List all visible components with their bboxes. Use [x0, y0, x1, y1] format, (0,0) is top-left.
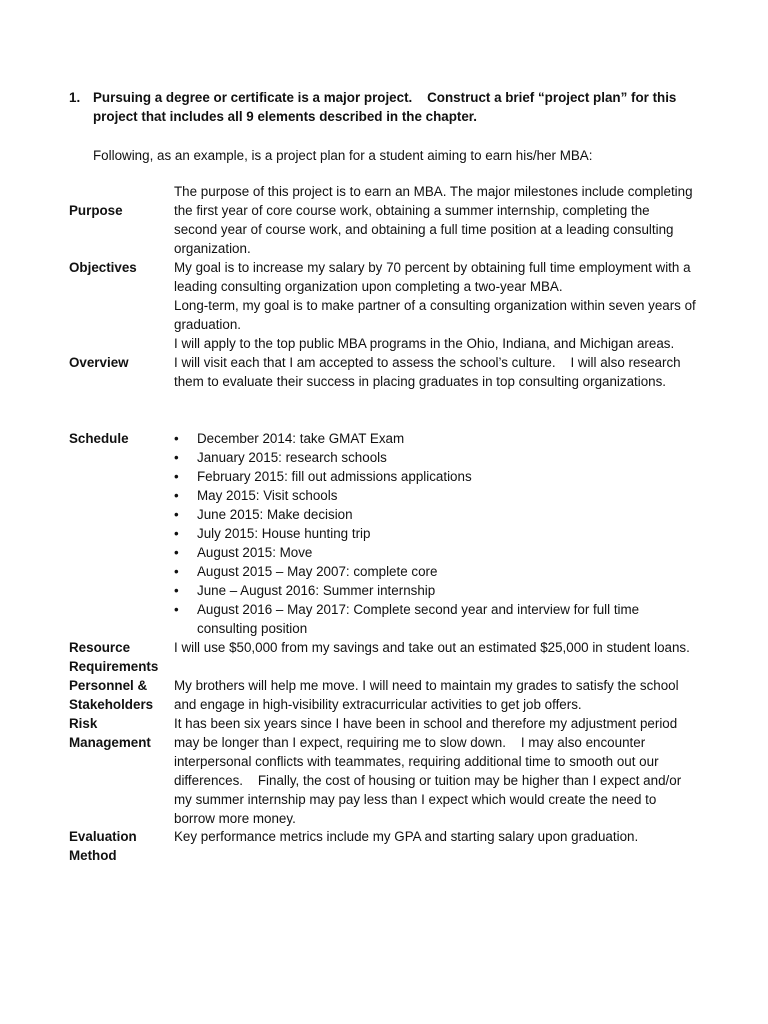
- schedule-item: • June 2015: Make decision: [174, 507, 353, 522]
- evaluation-label-line-1: Evaluation: [69, 829, 137, 844]
- risk-label: [69, 714, 169, 752]
- objectives-text-2: Long-term, my goal is to make partner of a consulting organization within seven years of graduation.: [174, 298, 696, 332]
- evaluation-label: [69, 827, 169, 865]
- bullet-icon: •: [174, 564, 179, 579]
- bullet-icon: •: [174, 469, 179, 484]
- purpose-text: The purpose of this project is to earn an MBA. The major milestones include completing the first year of core course work, obtaining a summer internship, completing the second year of course work, and obtaining a full time position at a leading consulting organization.: [174, 184, 693, 256]
- schedule-list: [174, 429, 696, 638]
- objectives-body: [174, 258, 696, 334]
- bullet-icon: •: [174, 507, 179, 522]
- bullet-icon: •: [174, 545, 179, 560]
- schedule-item: • January 2015: research schools: [174, 450, 387, 465]
- personnel-label-line-2: Stakeholders: [69, 697, 154, 712]
- bullet-icon: •: [174, 583, 179, 598]
- personnel-label: [69, 676, 169, 714]
- resource-label-line-1: Resource: [69, 640, 131, 655]
- bullet-icon: •: [174, 431, 179, 446]
- overview-label: Overview: [69, 355, 129, 370]
- objectives-text-1: My goal is to increase my salary by 70 percent by obtaining full time employment with a leading consulting organization upon completing a two-year MBA.: [174, 260, 691, 294]
- bullet-icon: •: [174, 602, 179, 617]
- objectives-label: Objectives: [69, 260, 137, 275]
- schedule-item: • August 2016 – May 2017: Complete second year and interview for full time consulting position: [174, 602, 640, 636]
- schedule-item: • August 2015 – May 2007: complete core: [174, 564, 438, 579]
- resource-label-line-2: Requirements: [69, 659, 159, 674]
- risk-label-line-1: Risk: [69, 716, 98, 731]
- schedule-item: • July 2015: House hunting trip: [174, 526, 371, 541]
- evaluation-label-line-2: Method: [69, 848, 117, 863]
- risk-text: It has been six years since I have been in school and therefore my adjustment period may be longer than I expect, requiring me to slow down. I may also encounter interpersonal conflicts with teammates, requiring additional time to smooth out our differences. Finally, the cost of housing or tuition may be higher than I expect and/or my summer internship may pay less than I expect which would create the need to borrow more money.: [174, 716, 685, 826]
- purpose-label: Purpose: [69, 203, 123, 218]
- resource-text: I will use $50,000 from my savings and take out an estimated $25,000 in student loans.: [174, 640, 690, 655]
- question-heading: [69, 88, 709, 126]
- schedule-item: • February 2015: fill out admissions applications: [174, 469, 472, 484]
- bullet-icon: •: [174, 450, 179, 465]
- intro-paragraph: Following, as an example, is a project plan for a student aiming to earn his/her MBA:: [93, 148, 593, 163]
- evaluation-text: Key performance metrics include my GPA and starting salary upon graduation.: [174, 829, 639, 844]
- resource-label: [69, 638, 169, 676]
- schedule-item: • May 2015: Visit schools: [174, 488, 338, 503]
- personnel-label-line-1: Personnel &: [69, 678, 148, 693]
- schedule-item: • December 2014: take GMAT Exam: [174, 431, 405, 446]
- schedule-body: [174, 429, 696, 638]
- personnel-text: My brothers will help me move. I will need to maintain my grades to satisfy the school and engage in high-visibility extracurricular activities to get job offers.: [174, 678, 679, 712]
- question-text: Pursuing a degree or certificate is a major project. Construct a brief “project plan” for this project that includes all 9 elements described in the chapter.: [93, 90, 681, 124]
- schedule-label: Schedule: [69, 431, 129, 446]
- question-number: 1.: [69, 90, 81, 105]
- bullet-icon: •: [174, 526, 179, 541]
- bullet-icon: •: [174, 488, 179, 503]
- schedule-item: • June – August 2016: Summer internship: [174, 583, 436, 598]
- schedule-item: • August 2015: Move: [174, 545, 313, 560]
- risk-label-line-2: Management: [69, 735, 151, 750]
- overview-text: I will apply to the top public MBA programs in the Ohio, Indiana, and Michigan areas. I will visit each that I am accepted to assess the school’s culture. I will also research them to evaluate their success in placing graduates in top consulting organizations.: [174, 336, 697, 389]
